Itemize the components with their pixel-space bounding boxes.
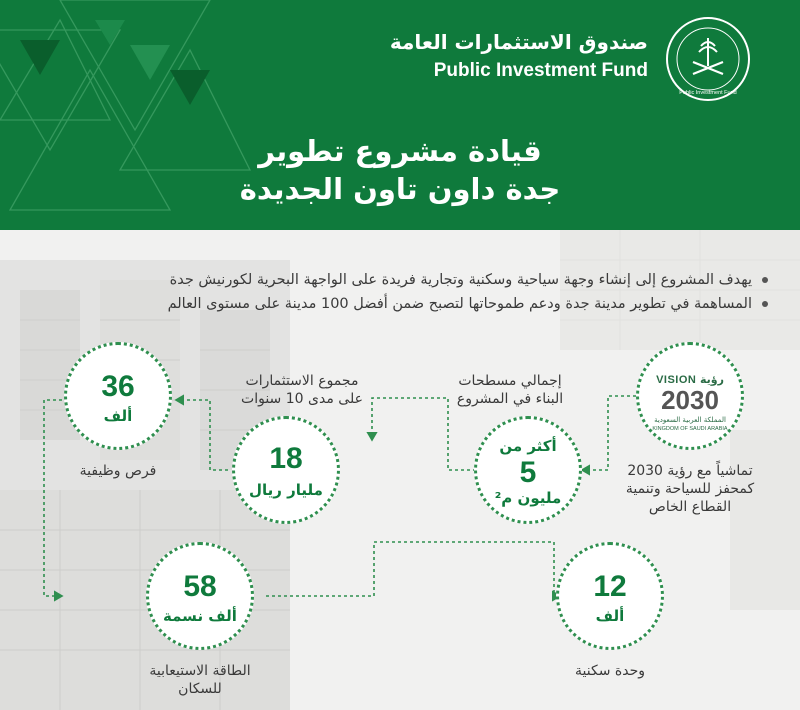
vision-kingdom-english: KINGDOM OF SAUDI ARABIA <box>652 426 728 432</box>
vision-label: تماشياً مع رؤية 2030 كمحفز للسياحة وتنمية القطاع الخاص <box>625 463 755 515</box>
stat-circle-housing <box>556 542 664 650</box>
jobs-label: فرص وظيفية <box>79 463 157 479</box>
org-name-english: Public Investment Fund <box>433 60 648 81</box>
stat-circle-area <box>474 416 582 524</box>
investment-label: مجموع الاستثمارات على مدى 10 سنوات <box>241 373 363 407</box>
stat-circle-jobs <box>64 342 172 450</box>
vision-year: 2030 <box>661 385 719 415</box>
jobs-number: 36 <box>101 370 135 403</box>
bullet-dot-icon <box>762 301 768 307</box>
capacity-label: الطاقة الاستيعابية للسكان <box>149 663 251 697</box>
housing-unit: ألف <box>595 607 625 625</box>
investment-number: 18 <box>269 442 303 475</box>
area-number: 5 <box>519 456 537 489</box>
stat-circle-capacity <box>146 542 254 650</box>
project-goals-list <box>50 268 770 316</box>
bullet-dot-icon <box>762 277 768 283</box>
investment-unit: مليار ريال <box>249 481 323 499</box>
capacity-number: 58 <box>183 570 217 603</box>
page-title-line1: قيادة مشروع تطوير <box>258 134 542 168</box>
vision-2030-logo <box>636 342 744 450</box>
pif-emblem-logo <box>665 16 751 102</box>
area-label: إجمالي مسطحات البناء في المشروع <box>456 373 564 407</box>
list-item: المساهمة في تطوير مدينة جدة ودعم طموحاتها لتصبح ضمن أفضل 100 مدينة على مستوى العالم <box>50 292 770 316</box>
stat-circle-investment <box>232 416 340 524</box>
jobs-unit: ألف <box>103 407 133 425</box>
org-name-arabic: صندوق الاستثمارات العامة <box>389 30 648 54</box>
vision-wordmark: VISION رؤية <box>656 373 724 386</box>
housing-label: وحدة سكنية <box>575 663 645 679</box>
area-prefix: أكثر من <box>499 437 557 455</box>
housing-number: 12 <box>593 570 627 603</box>
capacity-unit: ألف نسمة <box>163 607 237 625</box>
svg-text:Public Investment Fund: Public Investment Fund <box>679 90 737 96</box>
page-title-line2: جدة داون تاون الجديدة <box>239 172 561 206</box>
list-item: يهدف المشروع إلى إنشاء وجهة سياحية وسكنية وتجارية فريدة على الواجهة البحرية لكورنيش جدة <box>50 268 770 292</box>
header-banner <box>0 0 800 230</box>
vision-kingdom-arabic: المملكة العربية السعودية <box>654 416 726 424</box>
area-unit: مليون م² <box>494 489 562 507</box>
